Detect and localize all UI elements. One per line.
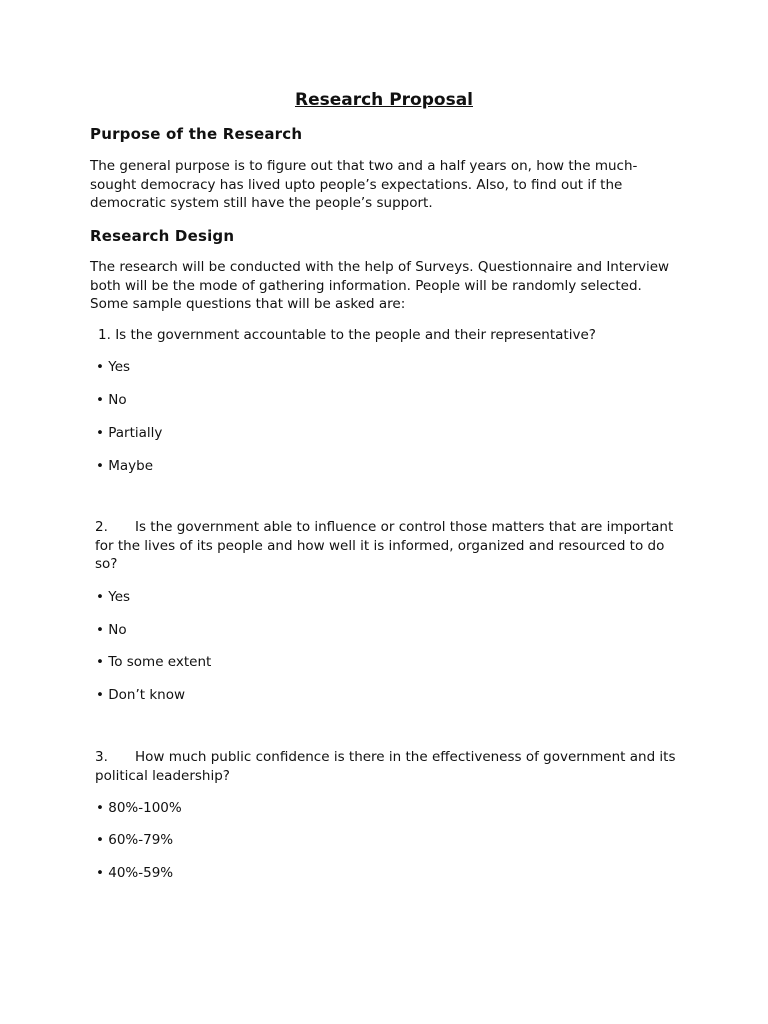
question-3 (95, 748, 680, 785)
purpose-paragraph: The general purpose is to figure out that two and a half years on, how the much-sought democracy has lived upto people’s expectations. Also, to find out if the democratic system still have the people’s support. (90, 158, 638, 211)
question-2-option: • No (96, 622, 127, 638)
question-3-option: • 80%-100% (96, 800, 182, 816)
design-paragraph: The research will be conducted with the help of Surveys. Questionnaire and Interview both will be the mode of gathering information. People will be randomly selected. Some sample questions that will be asked are: (90, 259, 670, 312)
question-2-number: 2. (95, 519, 108, 535)
question-1-option: • No (96, 392, 127, 408)
section-heading-purpose: Purpose of the Research (90, 125, 303, 143)
section-heading-design: Research Design (90, 227, 235, 245)
question-2-option: • Yes (96, 589, 131, 605)
question-3-text: How much public confidence is there in the effectiveness of government and its political leadership? (95, 749, 676, 784)
question-3-option: • 60%-79% (96, 832, 174, 848)
question-1-number: 1. (98, 327, 111, 343)
question-3-option: • 40%-59% (96, 865, 174, 881)
question-2-text: Is the government able to influence or control those matters that are important for the lives of its people and how well it is informed, organized and resourced to do so? (95, 519, 674, 572)
question-1 (98, 326, 596, 345)
question-2 (95, 518, 680, 574)
question-1-option: • Partially (96, 425, 163, 441)
question-2-option: • To some extent (96, 654, 212, 670)
question-1-option: • Maybe (96, 458, 154, 474)
question-1-option: • Yes (96, 359, 131, 375)
document-title: Research Proposal (294, 90, 473, 110)
question-1-text: Is the government accountable to the people and their representative? (115, 327, 596, 343)
question-2-option: • Don’t know (96, 687, 186, 703)
question-3-number: 3. (95, 749, 108, 765)
